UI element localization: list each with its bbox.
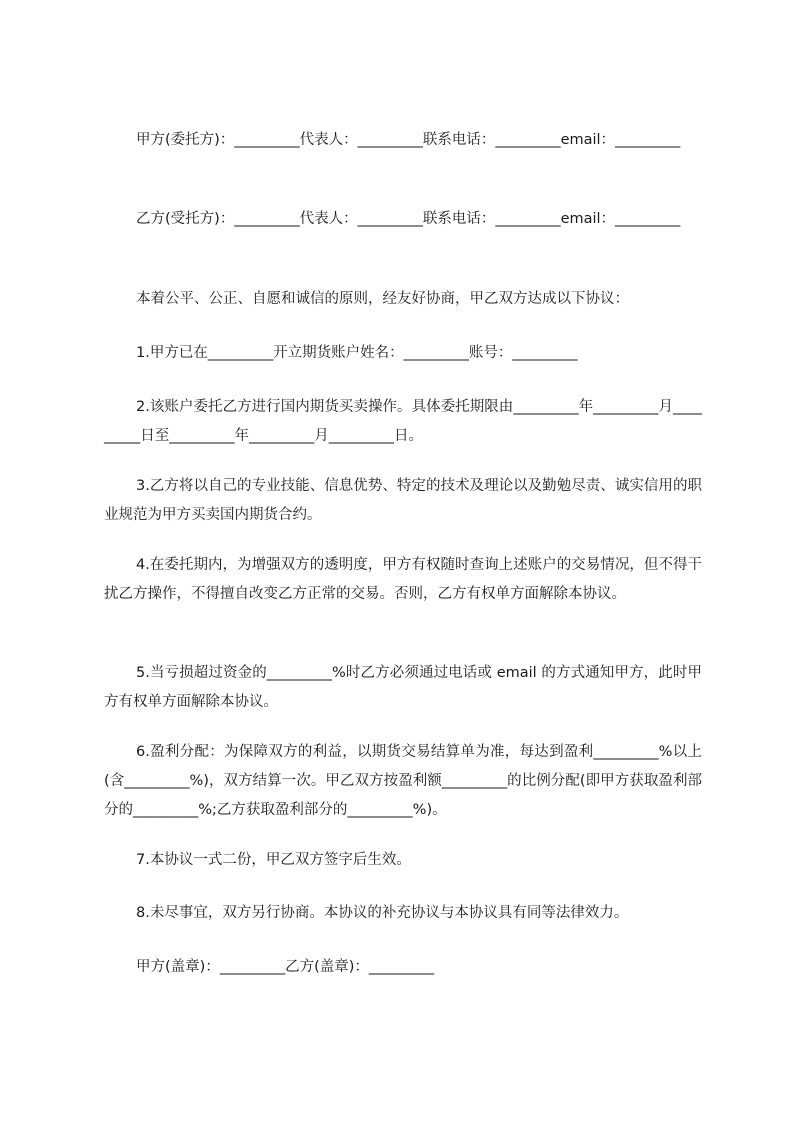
party-a-line: 甲方(委托方)：_________代表人：_________联系电话：_________email：_________ [136, 132, 681, 148]
clause-1: 1.甲方已在_________开立期货账户姓名：_________账号：_________ [136, 345, 578, 361]
clause-4: 4.在委托期内，为增强双方的透明度，甲方有权随时查询上述账户的交易情况，但不得干扰乙方操作，不得擅自改变乙方正常的交易。否则，乙方有权单方面解除本协议。 [104, 557, 702, 602]
clause-2: 2.该账户委托乙方进行国内期货买卖操作。具体委托期限由_________年_________月_________日至_________年_________月_________日。 [104, 399, 702, 444]
clause-8: 8.未尽事宜，双方另行协商。本协议的补充协议与本协议具有同等法律效力。 [136, 905, 629, 921]
clause-7: 7.本协议一式二份，甲乙双方签字后生效。 [136, 852, 411, 868]
signature-line: 甲方(盖章)：_________乙方(盖章)：_________ [136, 959, 435, 975]
clause-3: 3.乙方将以自己的专业技能、信息优势、特定的技术及理论以及勤勉尽责、诚实信用的职业规范为甲方买卖国内期货合约。 [104, 478, 702, 523]
party-b-line: 乙方(受托方)：_________代表人：_________联系电话：_________email：_________ [136, 211, 681, 227]
clause-5: 5.当亏损超过资金的_________%时乙方必须通过电话或 email 的方式通知甲方，此时甲方有权单方面解除本协议。 [104, 665, 702, 710]
intro-paragraph: 本着公平、公正、自愿和诚信的原则，经友好协商，甲乙双方达成以下协议： [136, 291, 629, 307]
clause-6: 6.盈利分配：为保障双方的利益，以期货交易结算单为准，每达到盈利_________%以上(含_________%)，双方结算一次。甲乙双方按盈利额_________的比例分配(即甲方获取盈利部分的_________%;乙方获取盈利部分的_________%)。 [104, 744, 702, 818]
